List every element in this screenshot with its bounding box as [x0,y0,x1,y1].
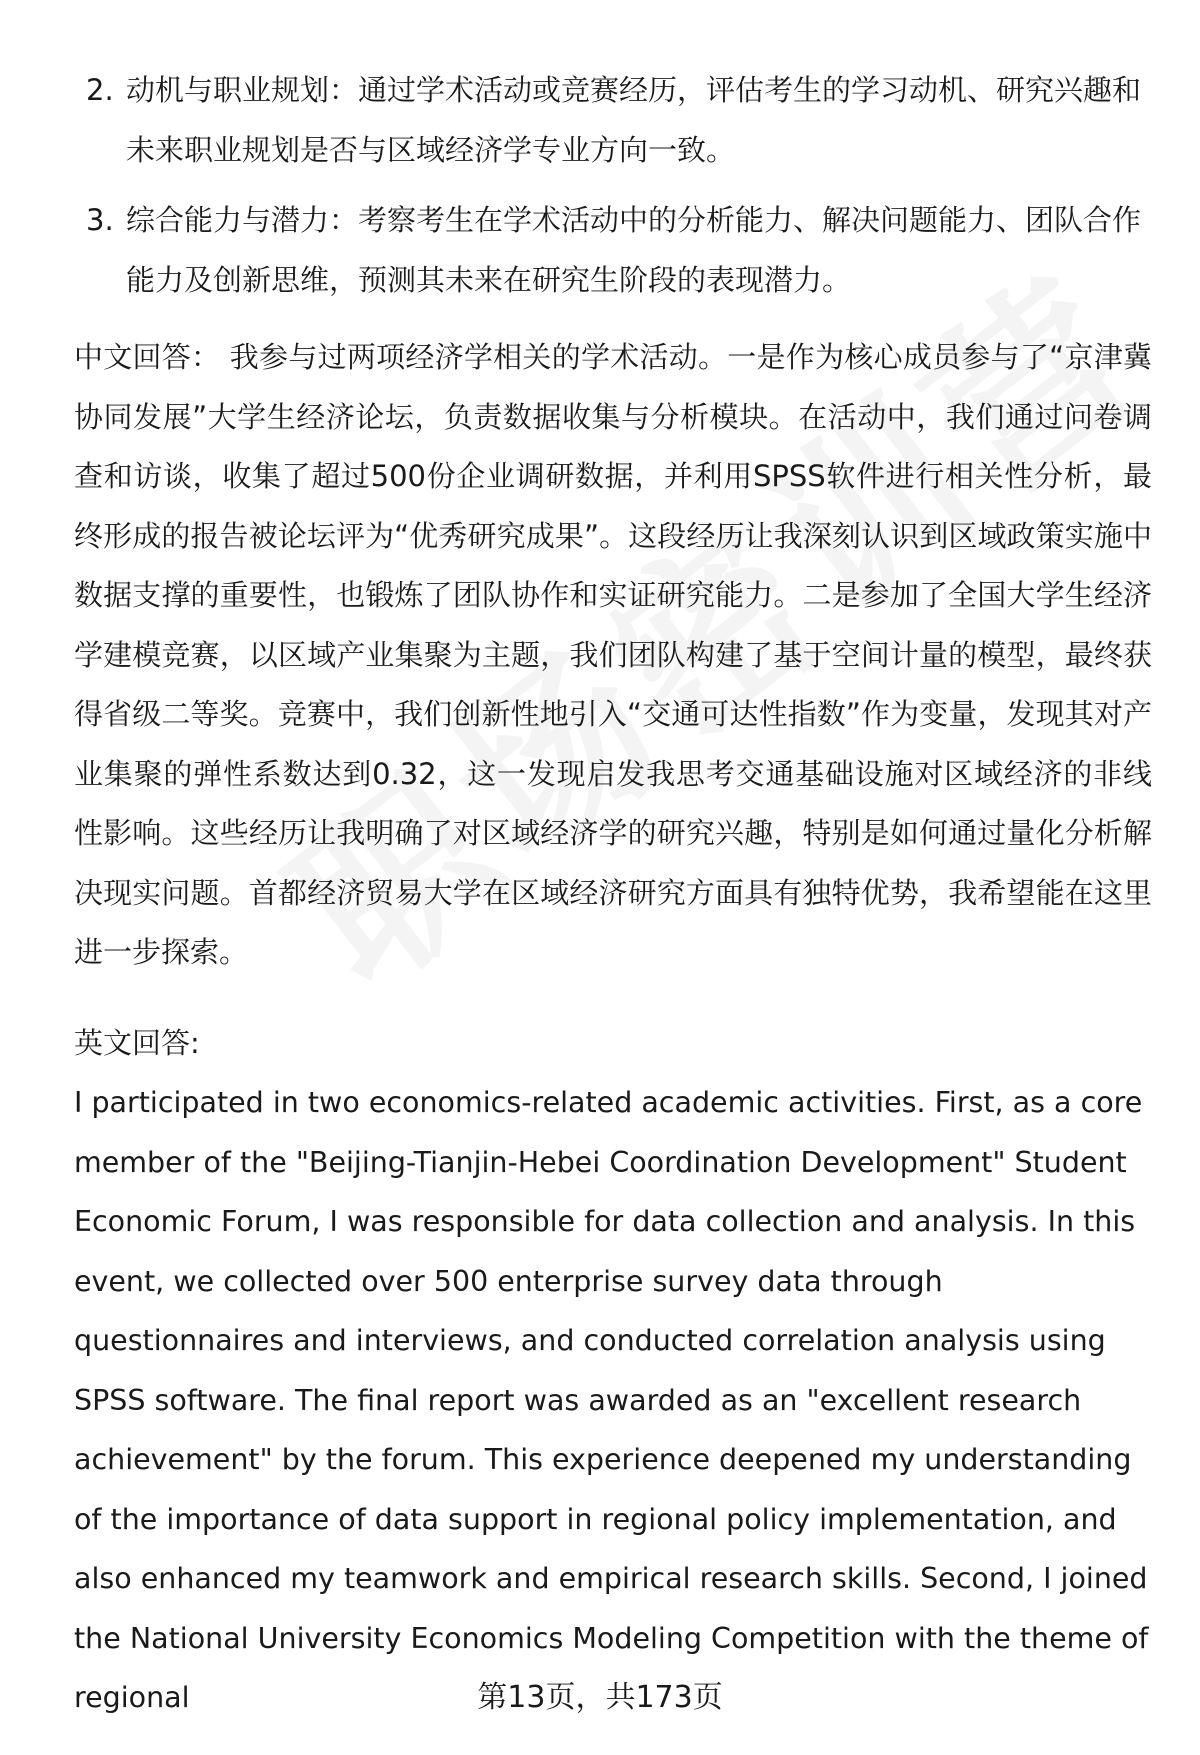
list-item-number: 3. [86,203,114,237]
criteria-list [74,60,1154,320]
english-answer-label: 英文回答: [74,1026,200,1060]
list-item-number: 2. [86,73,114,107]
english-answer: I participated in two economics-related academic activities. First, as a core member of the "Beijing-Tianjin-Hebei Coordination Development" Student Economic Forum, I was responsible for data collection and analysis. In this event, we collected over 500 enterprise survey data through questionnaires and interviews, and conducted correlation analysis using SPSS software. The final report was awarded as an "excellent research achievement" by the forum. This experience deepened my understanding of the importance of data support in regional policy implementation, and also enhanced my teamwork and empirical research skills. Second, I joined the National University Economics Modeling Competition with the theme of regional [74,1086,1149,1714]
list-item [74,190,1154,310]
chinese-answer: 中文回答： 我参与过两项经济学相关的学术活动。一是作为核心成员参与了“京津冀协同发展”大学生经济论坛，负责数据收集与分析模块。在活动中，我们通过问卷调查和访谈，收集了超过500份企业调研数据，并利用SPSS软件进行相关性分析，最终形成的报告被论坛评为“优秀研究成果”。这段经历让我深刻认识到区域政策实施中数据支撑的重要性，也锻炼了团队协作和实证研究能力。二是参加了全国大学生经济学建模竞赛，以区域产业集聚为主题，我们团队构建了基于空间计量的模型，最终获得省级二等奖。竞赛中，我们创新性地引入“交通可达性指数”作为变量，发现其对产业集聚的弹性系数达到0.32，这一发现启发我思考交通基础设施对区域经济的非线性影响。这些经历让我明确了对区域经济学的研究兴趣，特别是如何通过量化分析解决现实问题。首都经济贸易大学在区域经济研究方面具有独特优势，我希望能在这里进一步探索。 [74,340,1152,969]
list-item-text: 动机与职业规划：通过学术活动或竞赛经历，评估考生的学习动机、研究兴趣和未来职业规划是否与区域经济学专业方向一致。 [126,73,1142,167]
list-item [74,60,1154,180]
list-item-text: 综合能力与潜力：考察考生在学术活动中的分析能力、解决问题能力、团队合作能力及创新思维，预测其未来在研究生阶段的表现潜力。 [126,203,1142,297]
page-footer: 第13页，共173页 [477,1680,723,1715]
